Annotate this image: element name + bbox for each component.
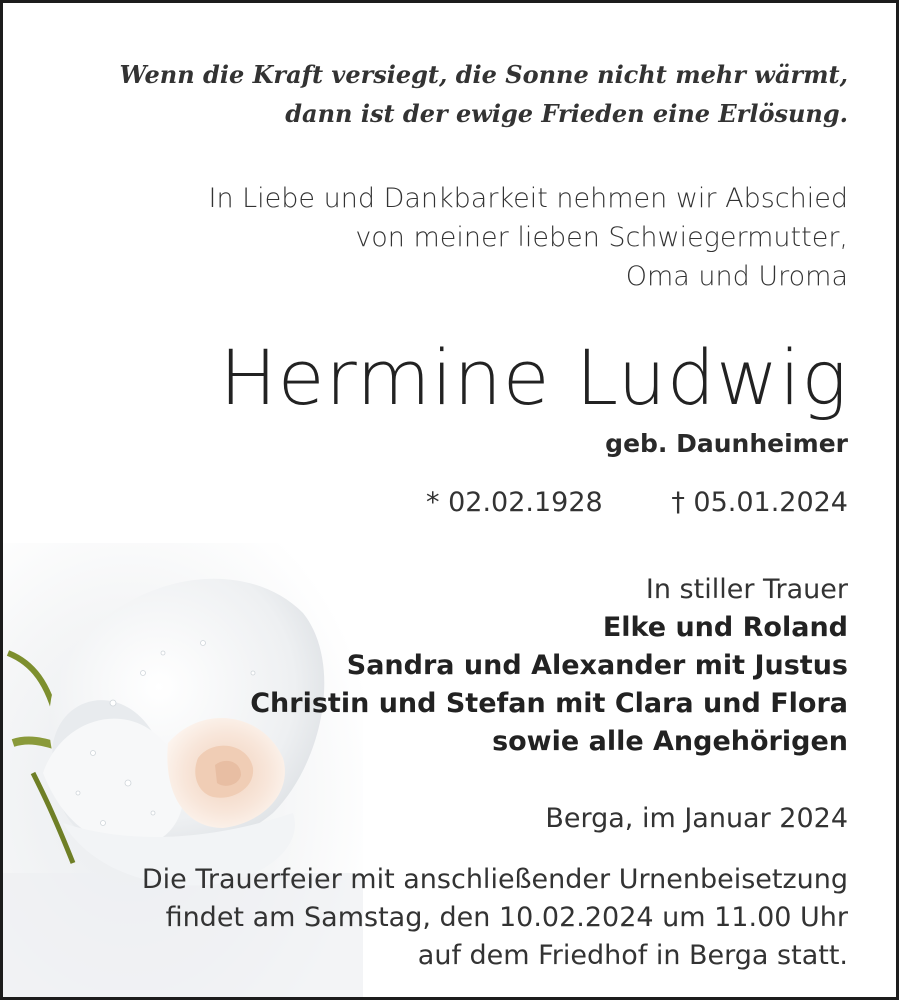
life-dates: [426, 487, 848, 518]
service-line: findet am Samstag, den 10.02.2024 um 11.00 Uhr: [165, 902, 848, 933]
intro-line: von meiner lieben Schwiegermutter,: [355, 222, 848, 253]
service-line: Die Trauerfeier mit anschließender Urnenbeisetzung: [141, 864, 848, 895]
mourner-family: Elke und Roland: [602, 612, 848, 643]
birth-date: * 02.02.1928: [426, 487, 603, 518]
mourner-family: Christin und Stefan mit Clara und Flora: [250, 688, 848, 719]
mourners-heading: In stiller Trauer: [645, 574, 848, 605]
deceased-name: Hermine Ludwig: [219, 333, 848, 422]
motto-quote: [120, 55, 848, 133]
motto-line: Wenn die Kraft versiegt, die Sonne nicht mehr wärmt,: [119, 60, 848, 89]
intro-line: In Liebe und Dankbarkeit nehmen wir Abschied: [208, 183, 848, 214]
maiden-name: geb. Daunheimer: [605, 429, 848, 458]
mourners-list: [250, 571, 848, 761]
death-date: † 05.01.2024: [671, 487, 848, 518]
mourner-family: Sandra und Alexander mit Justus: [346, 650, 848, 681]
intro-line: Oma und Uroma: [625, 261, 848, 292]
mourner-family: sowie alle Angehörigen: [492, 726, 848, 757]
motto-line: dann ist der ewige Frieden eine Erlösung.: [285, 99, 848, 128]
place-and-date: Berga, im Januar 2024: [545, 803, 848, 834]
farewell-intro: [208, 179, 848, 296]
funeral-service-info: [142, 861, 848, 975]
service-line: auf dem Friedhof in Berga statt.: [417, 940, 848, 971]
